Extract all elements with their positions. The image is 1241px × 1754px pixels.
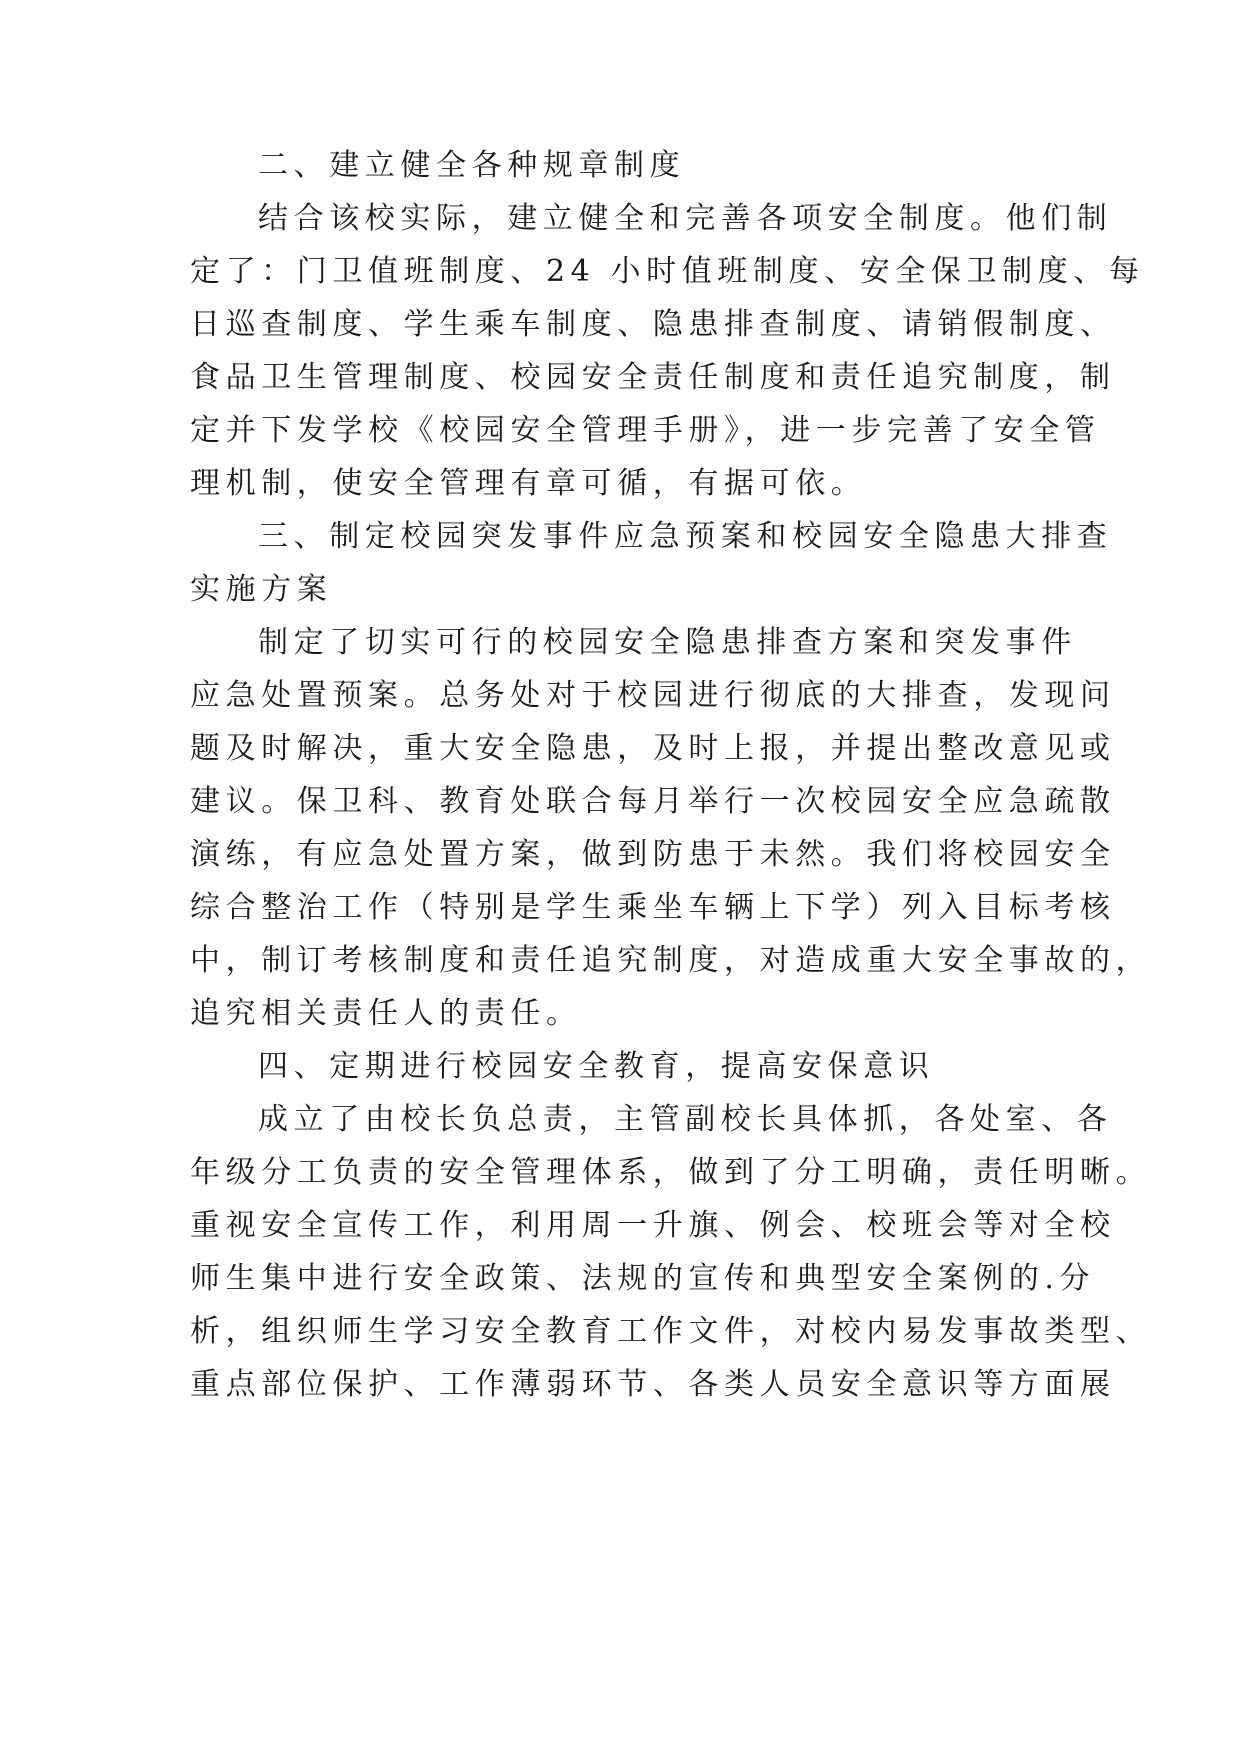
paragraph-line: 制定了切实可行的校园安全隐患排查方案和突发事件 bbox=[258, 625, 1077, 660]
paragraph-line: 定并下发学校《校园安全管理手册》，进一步完善了安全管 bbox=[190, 413, 1101, 448]
paragraph-line: 理机制，使安全管理有章可循，有据可依。 bbox=[190, 466, 867, 501]
paragraph-line: 重视安全宣传工作，利用周一升旗、例会、校班会等对全校 bbox=[190, 1208, 1116, 1243]
section-heading-3-continued: 实施方案 bbox=[190, 572, 333, 607]
paragraph-line: 重点部位保护、工作薄弱环节、各类人员安全意识等方面展 bbox=[190, 1367, 1116, 1402]
paragraph-line: 成立了由校长负总责，主管副校长具体抓，各处室、各 bbox=[258, 1102, 1113, 1137]
paragraph-line: 师生集中进行安全政策、法规的宣传和典型安全案例的.分 bbox=[190, 1261, 1096, 1296]
paragraph-line: 演练，有应急处置方案，做到防患于未然。我们将校园安全 bbox=[190, 837, 1116, 872]
paragraph-line: 建议。保卫科、教育处联合每月举行一次校园安全应急疏散 bbox=[190, 784, 1116, 819]
paragraph-line: 结合该校实际，建立健全和完善各项安全制度。他们制 bbox=[258, 201, 1113, 236]
section-heading-3: 三、制定校园突发事件应急预案和校园安全隐患大排查 bbox=[258, 519, 1113, 554]
section-heading-4: 四、定期进行校园安全教育，提高安保意识 bbox=[258, 1049, 935, 1084]
paragraph-line: 年级分工负责的安全管理体系，做到了分工明确，责任明晰。 bbox=[190, 1155, 1152, 1190]
paragraph-line: 定了：门卫值班制度、24 小时值班制度、安全保卫制度、每 bbox=[190, 254, 1145, 289]
paragraph-line: 食品卫生管理制度、校园安全责任制度和责任追究制度，制 bbox=[190, 360, 1116, 395]
paragraph-line: 综合整治工作（特别是学生乘坐车辆上下学）列入目标考核 bbox=[190, 890, 1116, 925]
paragraph-line: 追究相关责任人的责任。 bbox=[190, 996, 582, 1031]
paragraph-line: 析，组织师生学习安全教育工作文件，对校内易发事故类型、 bbox=[190, 1314, 1152, 1349]
paragraph-line: 应急处置预案。总务处对于校园进行彻底的大排查，发现问 bbox=[190, 678, 1116, 713]
paragraph-line: 题及时解决，重大安全隐患，及时上报，并提出整改意见或 bbox=[190, 731, 1116, 766]
paragraph-line: 中，制订考核制度和责任追究制度，对造成重大安全事故的， bbox=[190, 943, 1152, 978]
section-heading-2: 二、建立健全各种规章制度 bbox=[258, 148, 686, 183]
paragraph-line: 日巡查制度、学生乘车制度、隐患排查制度、请销假制度、 bbox=[190, 307, 1116, 342]
